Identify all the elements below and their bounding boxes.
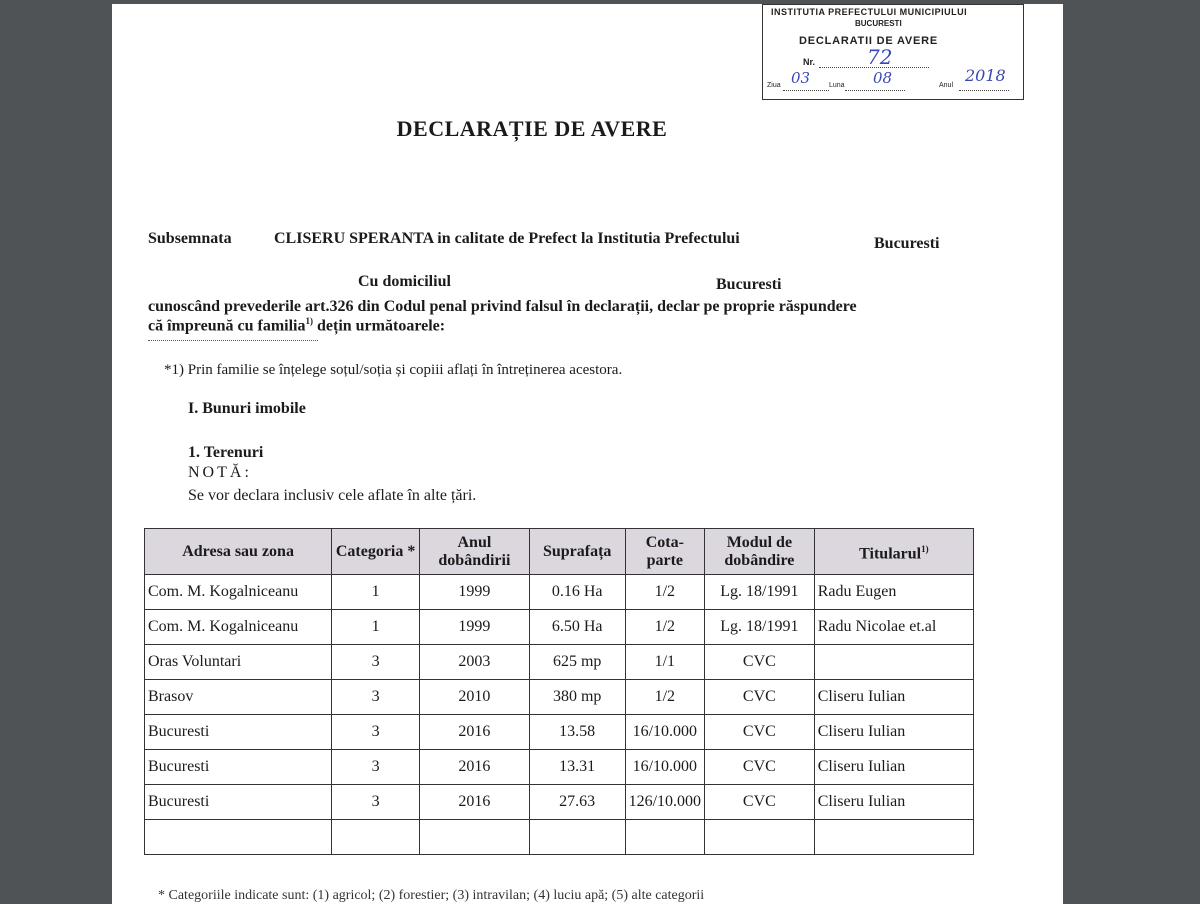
- cell-titularul: Cliseru Iulian: [814, 715, 973, 750]
- cell-adresa: Bucuresti: [145, 785, 332, 820]
- cell-adresa: Com. M. Kogalniceanu: [145, 575, 332, 610]
- cell-anul: 2016: [420, 785, 530, 820]
- cell-modul: CVC: [705, 750, 815, 785]
- cell-categoria: 1: [332, 610, 420, 645]
- header-suprafata: Suprafața: [529, 529, 625, 575]
- cell-anul: 2016: [420, 750, 530, 785]
- cell-cota-parte: 16/10.000: [625, 715, 704, 750]
- subsemnata-label: Subsemnata: [148, 230, 232, 247]
- cell-anul: 2016: [420, 715, 530, 750]
- cell-adresa: Com. M. Kogalniceanu: [145, 610, 332, 645]
- cell-anul: 1999: [420, 575, 530, 610]
- header-categoria: Categoria *: [332, 529, 420, 575]
- declarant-name-role: CLISERU SPERANTA in calitate de Prefect la Institutia Prefectului: [274, 230, 740, 247]
- nota-label: NOTĂ:: [188, 464, 252, 481]
- nota-text: Se vor declara inclusiv cele aflate în alte țări.: [188, 487, 477, 504]
- cell-suprafata: [529, 820, 625, 855]
- subsection-heading: 1. Terenuri: [188, 444, 264, 461]
- cell-titularul: [814, 820, 973, 855]
- registration-stamp: [762, 4, 1024, 100]
- cell-suprafata: 13.58: [529, 715, 625, 750]
- cell-cota-parte: 126/10.000: [625, 785, 704, 820]
- cell-suprafata: 27.63: [529, 785, 625, 820]
- cell-cota-parte: 1/1: [625, 645, 704, 680]
- table-body: [145, 575, 974, 855]
- stamp-luna-value: 08: [873, 69, 893, 87]
- cell-modul: [705, 820, 815, 855]
- declarant-city: Bucuresti: [874, 235, 940, 252]
- cell-cota-parte: 16/10.000: [625, 750, 704, 785]
- cell-categoria: 3: [332, 645, 420, 680]
- cell-categoria: 3: [332, 750, 420, 785]
- domiciliu-label: Cu domiciliul: [358, 273, 451, 290]
- cell-suprafata: 0.16 Ha: [529, 575, 625, 610]
- table-row: [145, 575, 974, 610]
- cell-adresa: Oras Voluntari: [145, 645, 332, 680]
- table-header-row: [145, 529, 974, 575]
- stamp-nr-value: 72: [867, 45, 893, 69]
- stamp-title: DECLARATII DE AVERE: [799, 35, 939, 47]
- stamp-anul-line: [959, 90, 1009, 91]
- document-page: [112, 4, 1063, 904]
- stamp-anul-label: Anul: [939, 82, 954, 89]
- cell-suprafata: 625 mp: [529, 645, 625, 680]
- cell-cota-parte: 1/2: [625, 575, 704, 610]
- cell-anul: 2003: [420, 645, 530, 680]
- cell-categoria: 1: [332, 575, 420, 610]
- table-row: [145, 645, 974, 680]
- cell-modul: CVC: [705, 715, 815, 750]
- cell-modul: CVC: [705, 785, 815, 820]
- header-adresa: Adresa sau zona: [145, 529, 332, 575]
- stamp-luna-label: Luna: [829, 82, 845, 89]
- cell-modul: Lg. 18/1991: [705, 610, 815, 645]
- cell-suprafata: 13.31: [529, 750, 625, 785]
- domiciliu-city: Bucuresti: [716, 276, 782, 293]
- cell-cota-parte: [625, 820, 704, 855]
- table-row: [145, 680, 974, 715]
- cell-anul: 2010: [420, 680, 530, 715]
- cell-anul: 1999: [420, 610, 530, 645]
- table-row: [145, 820, 974, 855]
- section-heading: I. Bunuri imobile: [188, 400, 306, 417]
- stamp-zi-value: 03: [791, 69, 811, 87]
- stamp-city: BUCURESTI: [855, 19, 902, 28]
- cell-categoria: [332, 820, 420, 855]
- header-anul: Anul dobândirii: [420, 529, 530, 575]
- table-row: [145, 785, 974, 820]
- header-cota-parte: Cota-parte: [625, 529, 704, 575]
- header-modul: Modul de dobândire: [705, 529, 815, 575]
- dotted-separator: [148, 340, 318, 341]
- category-footnote: * Categoriile indicate sunt: (1) agricol; (2) forestier; (3) intravilan; (4) luciu apă; (5) alte categorii: [158, 888, 705, 903]
- cell-suprafata: 380 mp: [529, 680, 625, 715]
- cell-modul: CVC: [705, 645, 815, 680]
- cell-titularul: [814, 645, 973, 680]
- cell-titularul: Cliseru Iulian: [814, 680, 973, 715]
- statement-line-1: cunoscând prevederile art.326 din Codul penal privind falsul în declarații, declar pe proprie răspundere: [148, 298, 857, 315]
- table-row: [145, 610, 974, 645]
- table-row: [145, 715, 974, 750]
- header-titularul: Titularul$^{1)}$: [814, 529, 973, 575]
- page-title: DECLARAȚIE DE AVERE: [396, 116, 668, 141]
- stamp-anul-value: 2018: [965, 66, 1006, 85]
- stamp-zi-line: [783, 90, 829, 91]
- family-footnote: *1) Prin familie se înțelege soțul/soția și copiii aflați în întreținerea acestora.: [164, 362, 623, 378]
- land-assets-table: [144, 528, 974, 855]
- cell-modul: CVC: [705, 680, 815, 715]
- cell-modul: Lg. 18/1991: [705, 575, 815, 610]
- cell-titularul: Cliseru Iulian: [814, 750, 973, 785]
- stamp-luna-line: [845, 90, 905, 91]
- cell-cota-parte: 1/2: [625, 610, 704, 645]
- table-row: [145, 750, 974, 785]
- cell-categoria: 3: [332, 715, 420, 750]
- cell-adresa: Bucuresti: [145, 750, 332, 785]
- cell-categoria: 3: [332, 680, 420, 715]
- cell-cota-parte: 1/2: [625, 680, 704, 715]
- stamp-zi-label: Ziua: [767, 82, 781, 89]
- cell-titularul: Cliseru Iulian: [814, 785, 973, 820]
- cell-titularul: Radu Nicolae et.al: [814, 610, 973, 645]
- cell-suprafata: 6.50 Ha: [529, 610, 625, 645]
- cell-adresa: Bucuresti: [145, 715, 332, 750]
- stamp-institution: INSTITUTIA PREFECTULUI MUNICIPIULUI: [771, 7, 968, 17]
- stamp-nr-label: Nr.: [803, 57, 816, 67]
- cell-categoria: 3: [332, 785, 420, 820]
- cell-adresa: [145, 820, 332, 855]
- cell-adresa: Brasov: [145, 680, 332, 715]
- statement-line-2: că împreună cu familia$^{1)}$ dețin următoarele:: [148, 316, 446, 335]
- cell-titularul: Radu Eugen: [814, 575, 973, 610]
- cell-anul: [420, 820, 530, 855]
